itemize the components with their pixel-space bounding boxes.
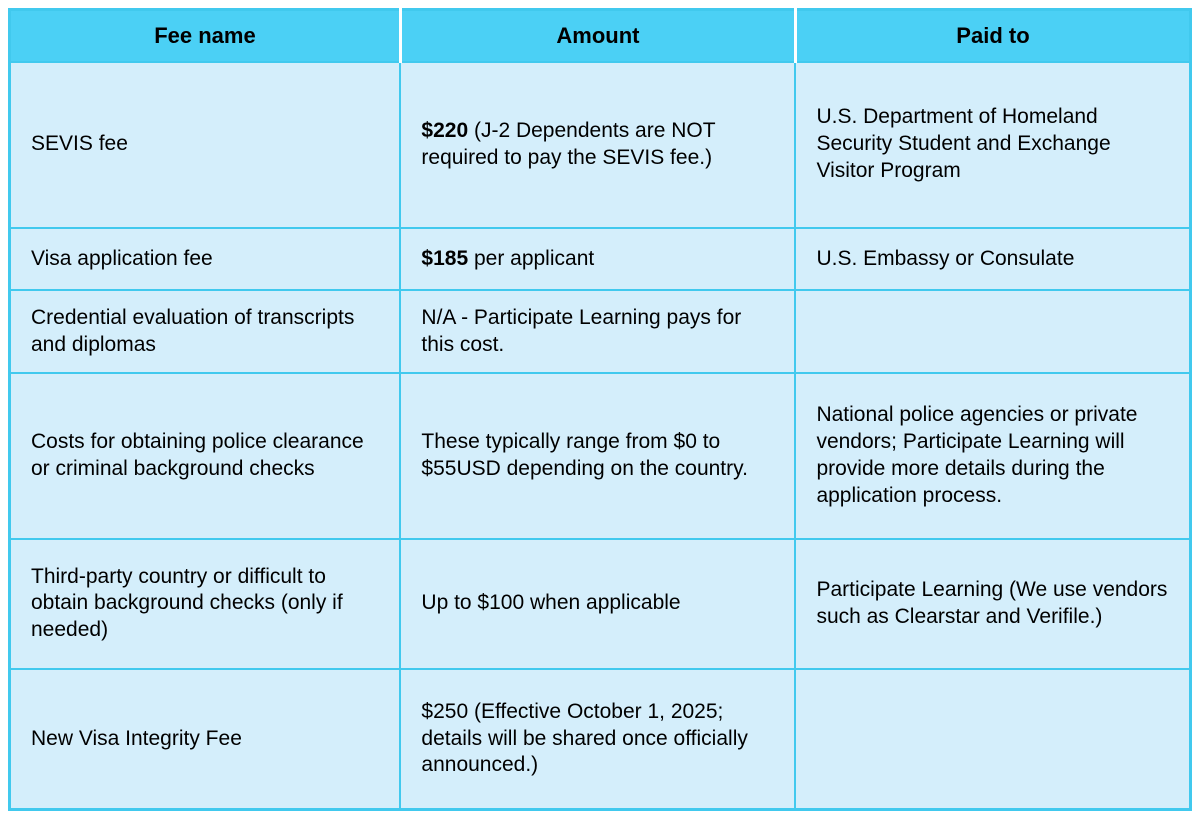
header-row bbox=[10, 10, 1191, 62]
cell-paid-to bbox=[795, 290, 1190, 373]
cell-amount bbox=[400, 62, 795, 228]
cell-text: N/A - Participate Learning pays for this cost. bbox=[421, 305, 742, 356]
cell-amount bbox=[400, 669, 795, 809]
cell-text: per applicant bbox=[468, 246, 595, 270]
cell-fee-name bbox=[10, 373, 401, 538]
cell-fee-name bbox=[10, 228, 401, 290]
cell-fee-name bbox=[10, 62, 401, 228]
fee-table bbox=[8, 8, 1192, 811]
cell-text: Up to $100 when applicable bbox=[421, 591, 681, 615]
cell-fee-name bbox=[10, 290, 401, 373]
cell-fee-name bbox=[10, 669, 401, 809]
cell-amount bbox=[400, 373, 795, 538]
cell-text: Visa application fee bbox=[31, 246, 213, 270]
cell-text: SEVIS fee bbox=[31, 132, 128, 156]
cell-paid-to bbox=[795, 669, 1190, 809]
cell-text: Credential evaluation of transcripts and diplomas bbox=[31, 305, 355, 356]
cell-text: $220 bbox=[421, 118, 469, 142]
table-row bbox=[10, 373, 1191, 538]
cell-amount bbox=[400, 228, 795, 290]
header-amount: Amount bbox=[400, 10, 795, 62]
cell-fee-name bbox=[10, 539, 401, 669]
table-row bbox=[10, 539, 1191, 669]
cell-paid-to bbox=[795, 228, 1190, 290]
table-row bbox=[10, 290, 1191, 373]
cell-text: Participate Learning (We use vendors such as Clearstar and Verifile.) bbox=[816, 578, 1168, 628]
cell-text: Third-party country or difficult to obtain background checks (only if needed) bbox=[31, 564, 343, 642]
cell-text: Costs for obtaining police clearance or criminal background checks bbox=[31, 430, 364, 481]
cell-text: U.S. Embassy or Consulate bbox=[816, 246, 1075, 270]
table-row bbox=[10, 228, 1191, 290]
header-paid-to: Paid to bbox=[795, 10, 1190, 62]
table-header bbox=[10, 10, 1191, 62]
table-body bbox=[10, 62, 1191, 810]
cell-text: U.S. Department of Homeland Security Student and Exchange Visitor Program bbox=[816, 105, 1111, 183]
cell-amount bbox=[400, 539, 795, 669]
cell-text: New Visa Integrity Fee bbox=[31, 726, 242, 750]
cell-paid-to bbox=[795, 62, 1190, 228]
table-row bbox=[10, 62, 1191, 228]
cell-paid-to bbox=[795, 539, 1190, 669]
cell-paid-to bbox=[795, 373, 1190, 538]
cell-text: These typically range from $0 to $55USD depending on the country. bbox=[421, 430, 748, 481]
table-row bbox=[10, 669, 1191, 809]
cell-amount bbox=[400, 290, 795, 373]
header-fee-name: Fee name bbox=[10, 10, 401, 62]
cell-text: $185 bbox=[421, 246, 469, 270]
cell-text: National police agencies or private vendors; Participate Learning will provide more details during the application process. bbox=[816, 403, 1138, 507]
cell-text: (J-2 Dependents are NOT required to pay the SEVIS fee.) bbox=[421, 118, 716, 169]
cell-text: $250 (Effective October 1, 2025; details will be shared once officially announced.) bbox=[421, 699, 748, 777]
